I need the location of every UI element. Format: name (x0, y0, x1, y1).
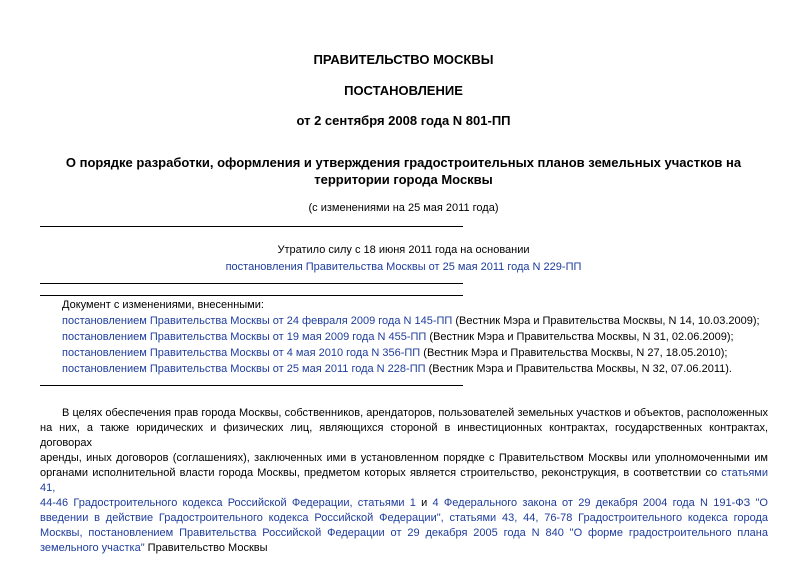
document-title-line-1: О порядке разработки, оформления и утверждения градостроительных планов земельных участков на (65, 155, 742, 170)
law-link[interactable]: 44-46 Градостроительного кодекса Российской Федерации, статьями 1 (40, 497, 416, 509)
divider (40, 226, 463, 227)
changes-note: (с изменениями на 25 мая 2011 года) (308, 202, 499, 214)
expiry-text: Утратило силу с 18 июня 2011 года на основании (277, 244, 530, 256)
amendment-link[interactable]: постановлением Правительства Москвы от 24 февраля 2009 года N 145-ПП (62, 315, 453, 327)
amendment-source: (Вестник Мэра и Правительства Москвы, N 31, 02.06.2009); (426, 331, 734, 343)
amendments-intro: Документ с изменениями, внесенными: (62, 299, 264, 311)
amendment-item (62, 315, 760, 327)
amendment-source: (Вестник Мэра и Правительства Москвы, N 27, 18.05.2010); (420, 347, 728, 359)
divider (40, 283, 463, 284)
law-link[interactable]: Москвы, постановлением Правительства Российской Федерации от 29 декабря 2005 года N 840 "О форме градостроительного плана (40, 527, 768, 539)
issuing-authority: ПРАВИТЕЛЬСТВО МОСКВЫ (313, 52, 494, 67)
divider (40, 385, 463, 386)
paragraph-text: Правительство Москвы (144, 542, 268, 554)
document-date-number: от 2 сентября 2008 года N 801-ПП (296, 113, 511, 128)
paragraph-line: на них, а также юридических и физических лиц, являющихся стороной в инвестиционных контрактах, государственных контрактах, договорах (40, 422, 768, 449)
document-title-line-2: территории города Москвы (314, 172, 493, 187)
law-link[interactable]: введении в действие Градостроительного кодекса Российской Федерации", статьями 43, 44, 76-78 Градостроительного кодекса города (40, 512, 768, 524)
paragraph-line (40, 466, 768, 496)
expiry-link[interactable]: постановления Правительства Москвы от 25 мая 2011 года N 229-ПП (225, 261, 582, 273)
amendment-link[interactable]: постановлением Правительства Москвы от 25 мая 2011 года N 228-ПП (62, 363, 426, 375)
law-link[interactable]: земельного участка" (40, 542, 145, 554)
amendment-link[interactable]: постановлением Правительства Москвы от 19 мая 2009 года N 455-ПП (62, 331, 427, 343)
amendment-source: (Вестник Мэра и Правительства Москвы, N 14, 10.03.2009); (452, 315, 760, 327)
divider (40, 295, 463, 296)
amendment-link[interactable]: постановлением Правительства Москвы от 4 мая 2010 года N 356-ПП (62, 347, 421, 359)
law-link[interactable]: 4 Федерального закона от 29 декабря 2004 года N 191-ФЗ "О (432, 497, 768, 509)
paragraph-line (40, 496, 768, 511)
paragraph-line (40, 541, 768, 556)
amendment-source: (Вестник Мэра и Правительства Москвы, N 32, 07.06.2011). (425, 363, 732, 375)
paragraph-text: органами исполнительной власти города Москвы, предметом которых является строительство, реконструкция, в соответствии со (40, 467, 722, 479)
amendment-item (62, 347, 728, 359)
paragraph-text: и (415, 497, 433, 509)
document-type: ПОСТАНОВЛЕНИЕ (344, 83, 463, 98)
law-link[interactable]: статьями 41, (40, 467, 768, 494)
paragraph-line: В целях обеспечения прав города Москвы, собственников, арендаторов, пользователей земельных участков и объектов, расположенных (62, 407, 768, 419)
preamble-paragraph (40, 406, 768, 556)
amendment-item (62, 363, 732, 375)
paragraph-line: аренды, иных договоров (соглашениях), заключенных ими в установленном порядке с Правительством Москвы или уполномоченными им (40, 452, 768, 464)
amendment-item (62, 331, 734, 343)
